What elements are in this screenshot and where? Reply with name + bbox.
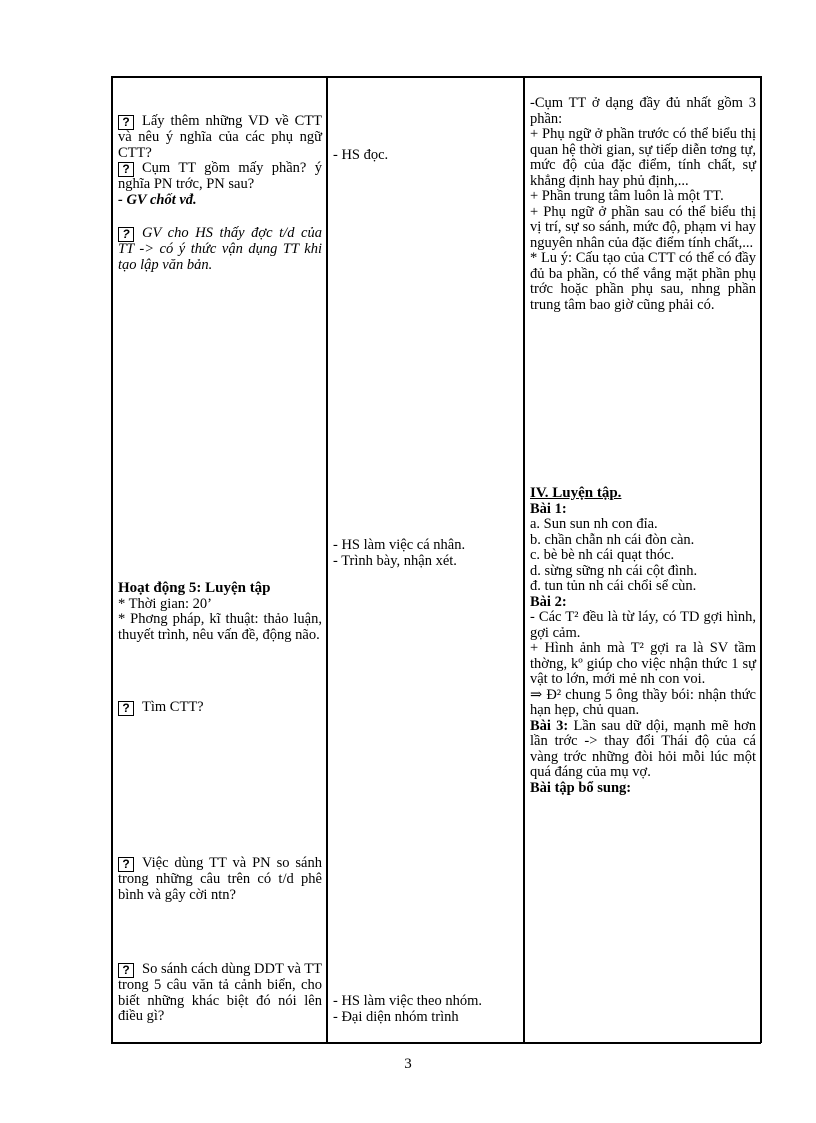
- column-divider-2: [523, 76, 525, 1043]
- content-p3: + Phần trung tâm luôn là một TT.: [530, 188, 724, 204]
- gv-conclude: - GV chốt vđ.: [118, 191, 197, 208]
- student-answer-5: - Đại diện nhóm trình: [333, 1008, 459, 1025]
- table-top-border: [111, 76, 761, 78]
- exercise-1-a: a. Sun sun nh con đỉa.: [530, 516, 658, 532]
- content-p5: * Lu ý: Cấu tạo của CTT có thể có đầy đủ ba phần, có thể vắng mặt phần phụ trớc hoặc phần phụ sau, nhng phần trung tâm bao giờ cũng phải có.: [530, 250, 756, 313]
- exercise-2-c: ⇒ Đ² chung 5 ông thầy bói: nhận thức hạn hẹp, chủ quan.: [530, 686, 756, 718]
- question-5-block: [118, 856, 322, 903]
- student-activity-3: [333, 994, 519, 1025]
- question-6: ? So sánh cách dùng DDT và TT trong 5 câu văn tả cảnh biển, cho biết những khác biệt đó nói lên điều gì?: [118, 961, 322, 1024]
- question-3: ? GV cho HS thấy đợc t/d của TT -> có ý thức vận dụng TT khi tạo lập văn bản.: [118, 225, 322, 273]
- content-column-practice: [530, 486, 756, 796]
- extra-exercise: Bài tập bổ sung:: [530, 779, 632, 796]
- table-left-border: [111, 76, 113, 1043]
- exercise-3-title: Bài 3:: [530, 717, 569, 734]
- exercise-1-title: Bài 1:: [530, 500, 567, 517]
- student-answer-4: - HS làm việc theo nhóm.: [333, 993, 483, 1009]
- content-p2: + Phụ ngữ ở phần trước có thể biểu thị quan hệ thời gian, sự tiếp diễn tơng tự, mức độ của đặc điểm, tính chất, sự khẳng định hay phủ định,...: [530, 126, 756, 189]
- exercise-3: [530, 719, 756, 781]
- column-divider-1: [326, 76, 328, 1043]
- student-answer-2: - HS làm việc cá nhân.: [333, 537, 466, 553]
- content-column-top: [530, 96, 756, 313]
- exercise-3-text: Lần sau dữ dội, mạnh mẽ hơn lần trớc -> thay đổi Thái độ của cá vàng trớc những đòi hỏi mỗi lúc một quá đáng của mụ vợ.: [530, 717, 756, 780]
- practice-title: IV. Luyện tập.: [530, 485, 622, 501]
- exercise-1-c: c. bè bè nh cái quạt thóc.: [530, 547, 675, 563]
- question-4-block: [118, 700, 322, 716]
- exercise-1-d: d. sừng sững nh cái cột đình.: [530, 562, 698, 579]
- exercise-2-b: + Hình ảnh mà T² gợi ra là SV tầm thờng, kº giúp cho việc nhận thức 1 sự vật to lớn, mới mẻ nh con voi.: [530, 640, 756, 687]
- question-icon: ?: [118, 162, 134, 177]
- content-p4: + Phụ ngữ ở phần sau có thể biểu thị vị trí, sự so sánh, mức độ, phạm vi hay nguyên nhân của đặc điểm tính chất,...: [530, 203, 756, 251]
- activity-time: * Thời gian: 20’: [118, 595, 212, 612]
- exercise-1-e: đ. tun tủn nh cái chổi sể cùn.: [530, 578, 697, 594]
- question-icon: ?: [118, 115, 134, 130]
- question-icon: ?: [118, 963, 134, 978]
- activity-title: Hoạt động 5: Luyện tập: [118, 580, 271, 596]
- question-2: ? Cụm TT gồm mấy phần? ý nghĩa PN trớc, PN sau?: [118, 160, 322, 192]
- activity-method: * Phơng pháp, kĩ thuật: thảo luận, thuyết trình, nêu vấn đề, động não.: [118, 611, 322, 643]
- question-4: ? Tìm CTT?: [118, 700, 322, 716]
- student-answer-1: - HS đọc.: [333, 147, 389, 163]
- exercise-1-b: b. chần chẫn nh cái đòn càn.: [530, 531, 695, 548]
- activity-5-block: [118, 581, 322, 643]
- content-p1: -Cụm TT ở dạng đầy đủ nhất gồm 3 phần:: [530, 95, 756, 127]
- table-right-border: [760, 76, 762, 1043]
- exercise-2-a: - Các T² đều là từ láy, có TD gợi hình, gợi cảm.: [530, 609, 756, 641]
- exercise-2-title: Bài 2:: [530, 593, 567, 610]
- question-icon: ?: [118, 227, 134, 242]
- table-bottom-border: [111, 1042, 761, 1044]
- page-number: 3: [404, 1056, 412, 1072]
- student-activity-1: [333, 148, 519, 164]
- question-icon: ?: [118, 701, 134, 716]
- teacher-activity-column: [118, 114, 322, 273]
- question-icon: ?: [118, 857, 134, 872]
- question-5: ? Việc dùng TT và PN so sánh trong những câu trên có t/d phê bình và gây cời ntn?: [118, 855, 322, 903]
- question-1: ? Lấy thêm những VD về CTT và nêu ý nghĩa của các phụ ngữ CTT?: [118, 113, 322, 161]
- question-6-block: [118, 962, 322, 1025]
- student-answer-3: - Trình bày, nhận xét.: [333, 552, 457, 569]
- student-activity-2: [333, 538, 519, 569]
